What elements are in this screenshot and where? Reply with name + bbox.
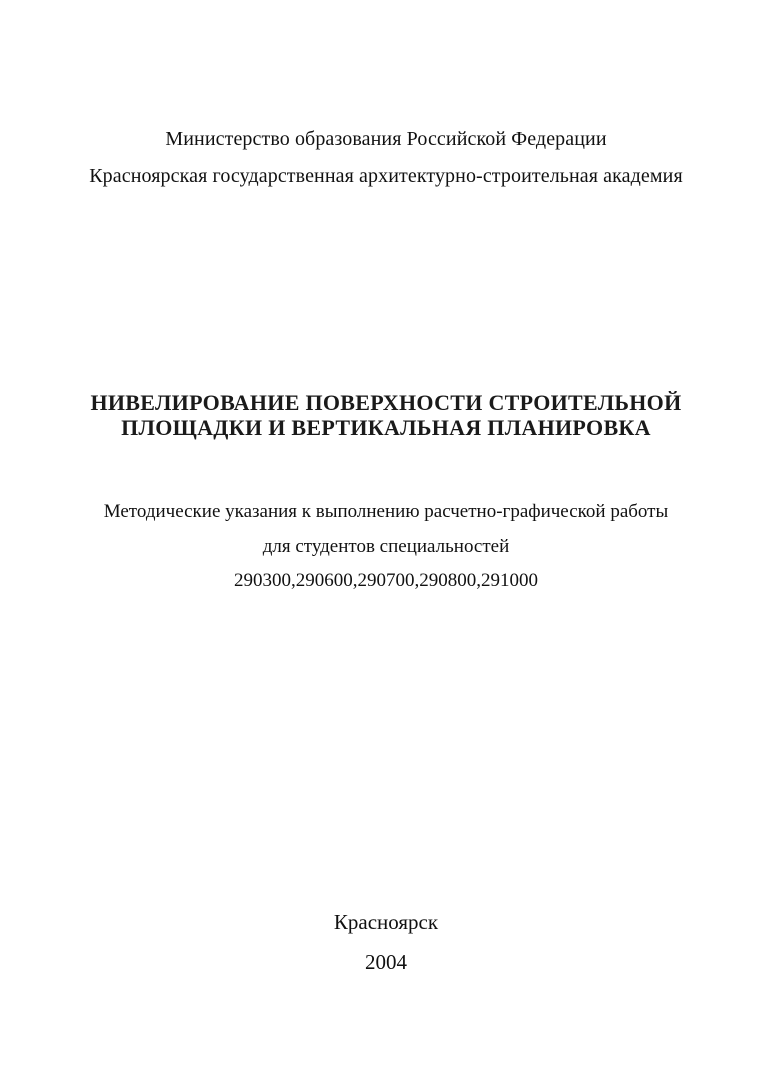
subtitle-line-1: Методические указания к выполнению расчетно-графической работы	[103, 501, 669, 522]
subtitle-line-2: для студентов специальностей	[262, 536, 510, 557]
institution-name: Красноярская государственная архитектурно-строительная академия	[89, 165, 683, 187]
ministry-name: Министерство образования Российской Федерации	[165, 128, 607, 150]
document-title-line-2: ПЛОЩАДКИ И ВЕРТИКАЛЬНАЯ ПЛАНИРОВКА	[121, 415, 651, 440]
specialty-codes: 290300,290600,290700,290800,291000	[234, 570, 538, 591]
publication-city: Красноярск	[333, 910, 439, 934]
publication-year: 2004	[365, 950, 407, 974]
document-title-line-1: НИВЕЛИРОВАНИЕ ПОВЕРХНОСТИ СТРОИТЕЛЬНОЙ	[90, 390, 682, 415]
